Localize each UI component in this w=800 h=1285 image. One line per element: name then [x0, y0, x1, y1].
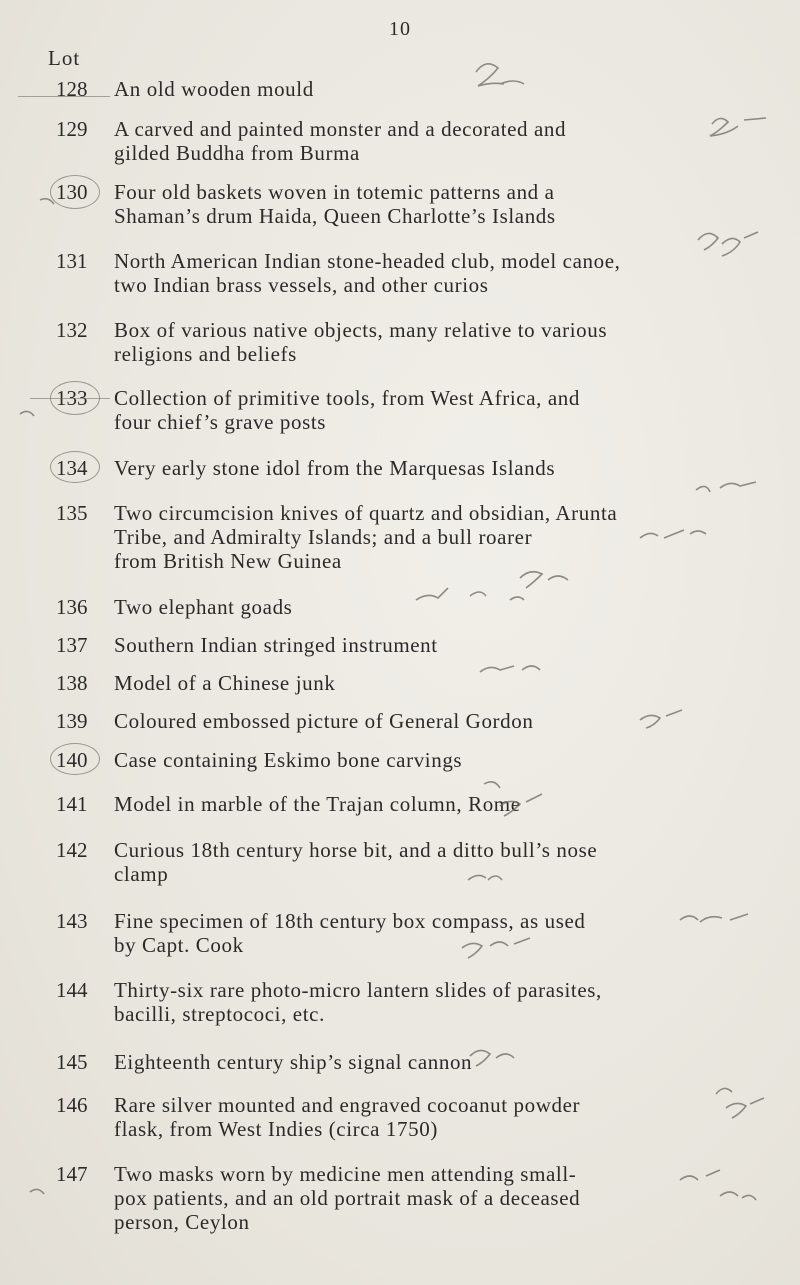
- lot-description-line: North American Indian stone-headed club, model canoe,: [114, 249, 621, 273]
- lot-description-line: religions and beliefs: [114, 342, 297, 366]
- lot-number: 134: [56, 456, 88, 480]
- lot-description-line: Coloured embossed picture of General Gordon: [114, 709, 534, 733]
- lot-description-line: gilded Buddha from Burma: [114, 141, 360, 165]
- lot-description-line: by Capt. Cook: [114, 933, 244, 957]
- lot-description-line: Two masks worn by medicine men attending small-: [114, 1162, 577, 1186]
- lot-description-line: Four old baskets woven in totemic patterns and a: [114, 180, 555, 204]
- lot-description-line: Collection of primitive tools, from West Africa, and: [114, 386, 580, 410]
- lot-number: 135: [56, 501, 88, 525]
- lot-description-line: person, Ceylon: [114, 1210, 250, 1234]
- lot-description-line: Tribe, and Admiralty Islands; and a bull roarer: [114, 525, 533, 549]
- lot-number: 141: [56, 792, 88, 816]
- lot-description-line: Case containing Eskimo bone carvings: [114, 748, 463, 772]
- lot-number: 146: [56, 1093, 88, 1117]
- page-number: 10: [389, 18, 411, 40]
- lot-number: 133: [56, 386, 88, 410]
- lot-number: 145: [56, 1050, 88, 1074]
- lot-number: 142: [56, 838, 88, 862]
- lot-description-line: flask, from West Indies (circa 1750): [114, 1117, 438, 1141]
- lot-number: 128: [56, 77, 88, 101]
- lot-description-line: from British New Guinea: [114, 549, 342, 573]
- lot-description-line: Model in marble of the Trajan column, Rome: [114, 792, 521, 816]
- lot-number: 129: [56, 117, 88, 141]
- lot-description-line: Very early stone idol from the Marquesas Islands: [114, 456, 556, 480]
- lot-description-line: Eighteenth century ship’s signal cannon: [114, 1050, 473, 1074]
- lot-description-line: An old wooden mould: [114, 77, 314, 101]
- lot-column-header: Lot: [48, 46, 81, 70]
- lot-description-line: four chief’s grave posts: [114, 410, 327, 434]
- lot-description-line: pox patients, and an old portrait mask of a deceased: [114, 1186, 581, 1210]
- lot-number: 144: [56, 978, 88, 1002]
- lot-description-line: bacilli, streptococi, etc.: [114, 1002, 325, 1026]
- lot-description-line: Two elephant goads: [114, 595, 293, 619]
- lot-description-line: Two circumcision knives of quartz and obsidian, Arunta: [114, 501, 618, 525]
- lot-number: 132: [56, 318, 88, 342]
- lot-number: 138: [56, 671, 88, 695]
- lot-number: 131: [56, 249, 88, 273]
- lot-description-line: A carved and painted monster and a decorated and: [114, 117, 567, 141]
- lot-description-line: Thirty-six rare photo-micro lantern slides of parasites,: [114, 978, 602, 1002]
- lot-number: 143: [56, 909, 88, 933]
- lot-description-line: Shaman’s drum Haida, Queen Charlotte’s Islands: [114, 204, 556, 228]
- lot-number: 140: [56, 748, 88, 772]
- lot-number: 147: [56, 1162, 88, 1186]
- lot-description-line: Southern Indian stringed instrument: [114, 633, 438, 657]
- lot-description-line: Fine specimen of 18th century box compass, as used: [114, 909, 586, 933]
- lot-description-line: Curious 18th century horse bit, and a ditto bull’s nose: [114, 838, 598, 862]
- lot-number: 130: [56, 180, 88, 204]
- lot-description-line: Model of a Chinese junk: [114, 671, 336, 695]
- lot-number: 139: [56, 709, 88, 733]
- lot-description-line: two Indian brass vessels, and other curios: [114, 273, 489, 297]
- lot-number: 136: [56, 595, 88, 619]
- lot-number: 137: [56, 633, 88, 657]
- lot-description-line: Box of various native objects, many relative to various: [114, 318, 608, 342]
- lot-description-line: Rare silver mounted and engraved cocoanut powder: [114, 1093, 581, 1117]
- lot-description-line: clamp: [114, 862, 169, 886]
